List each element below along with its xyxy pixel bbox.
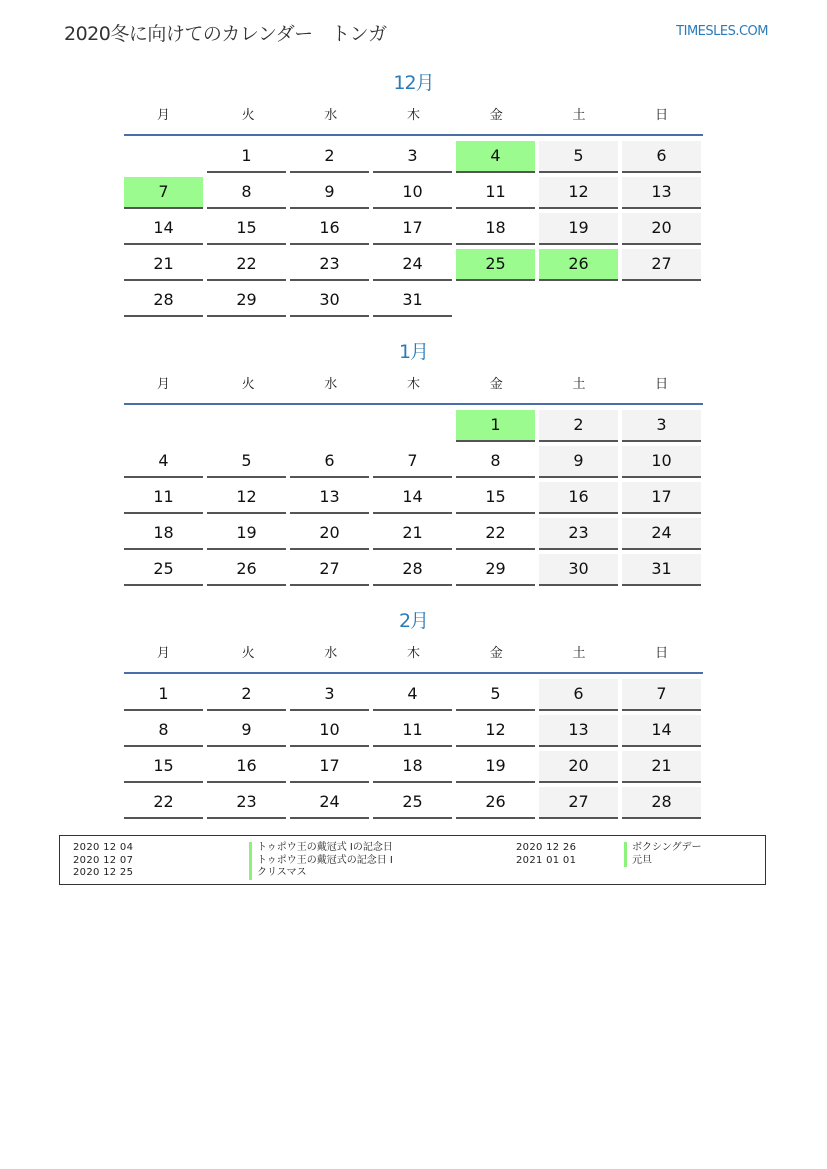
day-cell: 30 [290, 285, 369, 317]
week-row [124, 787, 703, 819]
legend-date: 2020 12 04 [73, 842, 134, 853]
day-cell: 5 [207, 446, 286, 478]
day-cell: 22 [456, 518, 535, 550]
week-row [124, 410, 703, 442]
empty-day-cell [456, 285, 535, 315]
legend-holiday-name: トゥポウ王の戴冠式 Iの記念日 [249, 842, 393, 855]
month-january [124, 339, 703, 590]
day-cell: 25 [456, 249, 535, 281]
day-cell: 11 [373, 715, 452, 747]
day-cell: 10 [290, 715, 369, 747]
header-divider [124, 403, 703, 405]
day-cell: 31 [622, 554, 701, 586]
day-cell: 21 [622, 751, 701, 783]
weekday-label: 木 [407, 646, 421, 661]
week-row [124, 679, 703, 711]
day-cell: 9 [207, 715, 286, 747]
week-row [124, 285, 703, 317]
day-cell: 28 [124, 285, 203, 317]
legend-holiday-name: クリスマス [249, 867, 393, 880]
header-divider [124, 672, 703, 674]
week-row [124, 177, 703, 209]
day-cell: 14 [124, 213, 203, 245]
day-cell: 27 [539, 787, 618, 819]
day-cell: 6 [622, 141, 701, 173]
weekday-label: 水 [324, 108, 338, 123]
weekday-label: 日 [655, 108, 669, 123]
day-cell: 28 [622, 787, 701, 819]
month-title: 12月 [393, 72, 434, 94]
day-cell: 27 [622, 249, 701, 281]
day-cell: 17 [622, 482, 701, 514]
day-cell: 30 [539, 554, 618, 586]
day-cell: 18 [124, 518, 203, 550]
day-cell: 21 [373, 518, 452, 550]
day-cell: 23 [290, 249, 369, 281]
month-december [124, 70, 703, 321]
empty-day-cell [373, 410, 452, 440]
holiday-legend [59, 835, 766, 885]
empty-day-cell [124, 410, 203, 440]
day-cell: 14 [373, 482, 452, 514]
day-cell: 21 [124, 249, 203, 281]
day-cell: 4 [124, 446, 203, 478]
day-cell: 3 [622, 410, 701, 442]
day-cell: 3 [373, 141, 452, 173]
day-cell: 6 [539, 679, 618, 711]
week-row [124, 249, 703, 281]
weekday-label: 月 [156, 377, 170, 392]
weekday-label: 火 [241, 646, 255, 661]
day-cell: 23 [539, 518, 618, 550]
day-cell: 14 [622, 715, 701, 747]
day-cell: 3 [290, 679, 369, 711]
day-cell: 24 [290, 787, 369, 819]
day-cell: 4 [456, 141, 535, 173]
month-title: 1月 [398, 341, 429, 363]
month-february [124, 608, 703, 823]
weekday-label: 日 [655, 377, 669, 392]
day-cell: 1 [207, 141, 286, 173]
day-cell: 17 [290, 751, 369, 783]
header-divider [124, 134, 703, 136]
day-cell: 29 [456, 554, 535, 586]
day-cell: 13 [290, 482, 369, 514]
weekday-label: 火 [241, 108, 255, 123]
legend-dates-right [516, 842, 576, 867]
day-cell: 1 [124, 679, 203, 711]
weekday-label: 金 [489, 377, 503, 392]
day-cell: 20 [290, 518, 369, 550]
empty-day-cell [124, 141, 203, 171]
empty-day-cell [539, 285, 618, 315]
day-cell: 18 [373, 751, 452, 783]
week-row [124, 751, 703, 783]
weekday-label: 木 [407, 108, 421, 123]
weekday-header [124, 106, 703, 126]
legend-holiday-name: ボクシングデー [624, 842, 702, 855]
day-cell: 22 [207, 249, 286, 281]
day-grid [124, 679, 703, 819]
legend-date: 2020 12 07 [73, 854, 134, 866]
month-title: 2月 [398, 610, 429, 632]
day-cell: 18 [456, 213, 535, 245]
weekday-label: 金 [489, 108, 503, 123]
legend-names-right [624, 842, 702, 867]
brand-link[interactable]: TIMESLES.COM [676, 24, 768, 39]
weekday-label: 木 [407, 377, 421, 392]
legend-dates-left [73, 842, 133, 880]
week-row [124, 554, 703, 586]
day-cell: 8 [207, 177, 286, 209]
day-cell: 2 [290, 141, 369, 173]
day-cell: 9 [539, 446, 618, 478]
weekday-label: 月 [156, 108, 170, 123]
legend-date: 2020 12 25 [73, 867, 134, 878]
day-cell: 23 [207, 787, 286, 819]
day-cell: 26 [539, 249, 618, 281]
weekday-label: 水 [324, 646, 338, 661]
day-cell: 15 [456, 482, 535, 514]
day-cell: 28 [373, 554, 452, 586]
day-cell: 12 [456, 715, 535, 747]
day-cell: 15 [124, 751, 203, 783]
weekday-label: 金 [489, 646, 503, 661]
day-cell: 2 [539, 410, 618, 442]
day-cell: 20 [539, 751, 618, 783]
empty-day-cell [207, 410, 286, 440]
day-cell: 31 [373, 285, 452, 317]
day-cell: 6 [290, 446, 369, 478]
empty-day-cell [622, 285, 701, 315]
day-cell: 7 [124, 177, 203, 209]
day-cell: 1 [456, 410, 535, 442]
day-cell: 11 [456, 177, 535, 209]
legend-holiday-name: 元旦 [624, 855, 702, 868]
day-cell: 26 [207, 554, 286, 586]
day-cell: 19 [456, 751, 535, 783]
day-cell: 25 [373, 787, 452, 819]
day-cell: 10 [622, 446, 701, 478]
day-cell: 15 [207, 213, 286, 245]
day-cell: 24 [622, 518, 701, 550]
day-cell: 12 [539, 177, 618, 209]
day-cell: 16 [539, 482, 618, 514]
day-cell: 19 [207, 518, 286, 550]
day-cell: 13 [622, 177, 701, 209]
day-cell: 29 [207, 285, 286, 317]
day-cell: 19 [539, 213, 618, 245]
empty-day-cell [290, 410, 369, 440]
legend-date: 2020 12 26 [516, 842, 577, 853]
day-cell: 2 [207, 679, 286, 711]
day-cell: 5 [539, 141, 618, 173]
day-cell: 25 [124, 554, 203, 586]
day-grid [124, 410, 703, 586]
week-row [124, 715, 703, 747]
week-row [124, 446, 703, 478]
day-cell: 9 [290, 177, 369, 209]
legend-names-left [249, 842, 393, 880]
weekday-label: 土 [572, 108, 586, 123]
day-cell: 24 [373, 249, 452, 281]
day-grid [124, 141, 703, 317]
day-cell: 16 [207, 751, 286, 783]
day-cell: 16 [290, 213, 369, 245]
day-cell: 7 [373, 446, 452, 478]
day-cell: 8 [456, 446, 535, 478]
day-cell: 7 [622, 679, 701, 711]
weekday-label: 月 [156, 646, 170, 661]
weekday-label: 土 [572, 377, 586, 392]
day-cell: 5 [456, 679, 535, 711]
week-row [124, 213, 703, 245]
weekday-label: 日 [655, 646, 669, 661]
day-cell: 26 [456, 787, 535, 819]
day-cell: 22 [124, 787, 203, 819]
page-title: 2020冬に向けてのカレンダー トンガ [64, 23, 387, 45]
day-cell: 13 [539, 715, 618, 747]
day-cell: 4 [373, 679, 452, 711]
day-cell: 12 [207, 482, 286, 514]
day-cell: 10 [373, 177, 452, 209]
weekday-label: 火 [241, 377, 255, 392]
week-row [124, 518, 703, 550]
week-row [124, 482, 703, 514]
weekday-label: 土 [572, 646, 586, 661]
day-cell: 27 [290, 554, 369, 586]
legend-holiday-name: トゥポウ王の戴冠式の記念日 I [249, 855, 393, 868]
week-row [124, 141, 703, 173]
weekday-label: 水 [324, 377, 338, 392]
weekday-header [124, 644, 703, 664]
day-cell: 11 [124, 482, 203, 514]
day-cell: 17 [373, 213, 452, 245]
day-cell: 8 [124, 715, 203, 747]
day-cell: 20 [622, 213, 701, 245]
legend-date: 2021 01 01 [516, 854, 577, 866]
weekday-header [124, 375, 703, 395]
